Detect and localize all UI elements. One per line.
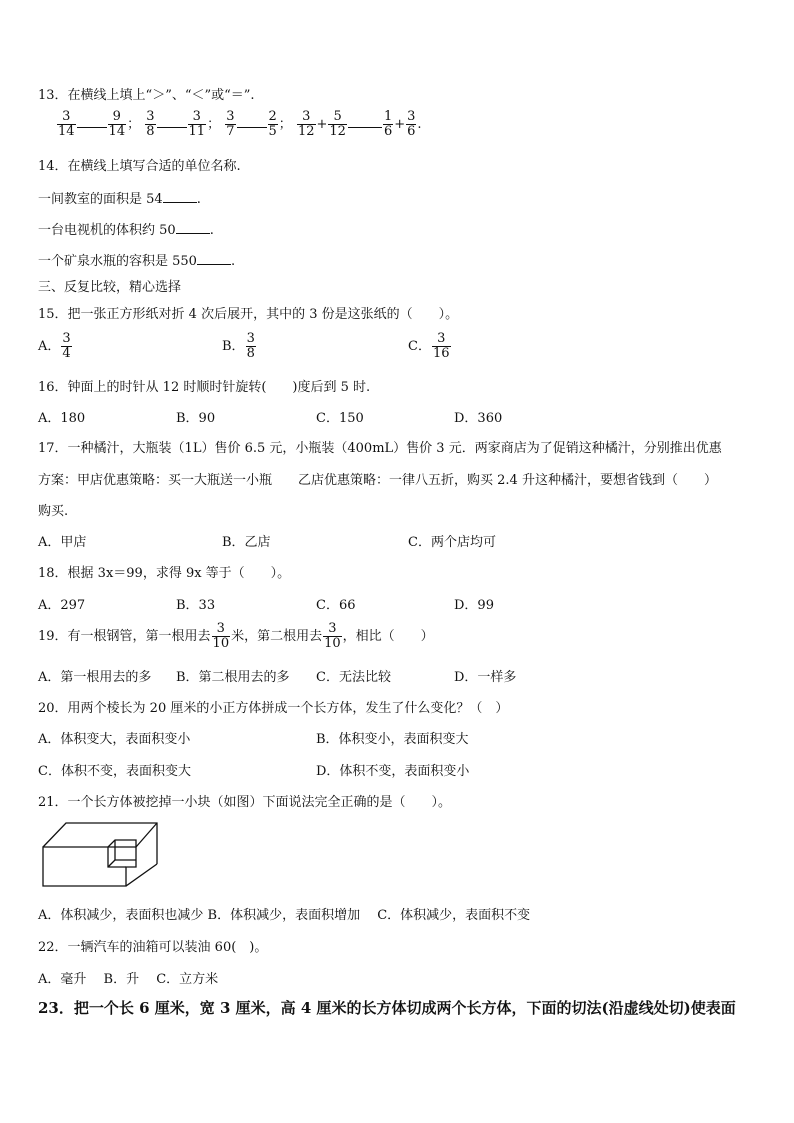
q20-option-a[interactable]: A．体积变大，表面积变小 bbox=[38, 732, 191, 747]
q20-option-d[interactable]: D．体积不变，表面积变小 bbox=[316, 764, 470, 779]
q18-option-b[interactable]: B．33 bbox=[176, 598, 216, 613]
q18-option-d[interactable]: D．99 bbox=[454, 598, 494, 613]
q20-option-b[interactable]: B．体积变小，表面积变大 bbox=[316, 732, 469, 747]
section-heading: 三、反复比较，精心选择 bbox=[38, 280, 182, 295]
cuboid-figure bbox=[40, 820, 160, 890]
answer-blank[interactable] bbox=[237, 127, 267, 128]
answer-blank[interactable] bbox=[176, 233, 210, 234]
q18-option-a[interactable]: A．297 bbox=[38, 598, 86, 613]
fraction: $\frac{3}{10}$ bbox=[212, 621, 230, 651]
q17-line-2: 方案：甲店优惠策略：买一大瓶送一小瓶 乙店优惠策略：一律八五折，购买 2.4 升这种橘汁，要想省钱到（ ） bbox=[38, 473, 717, 488]
q21-stem: 21．一个长方体被挖掉一小块（如图）下面说法完全正确的是（ ）。 bbox=[38, 795, 452, 810]
fraction: $\frac{3}{8}$ bbox=[146, 109, 155, 139]
answer-blank[interactable] bbox=[197, 264, 231, 265]
q19-option-c[interactable]: C．无法比较 bbox=[316, 670, 391, 685]
q14-stem: 14．在横线上填写合适的单位名称. bbox=[38, 159, 241, 174]
q13-fractions: $\frac{3}{14}$ $\frac{9}{14}$ ； $\frac{3}{8}$ $\frac{3}{11}$ ； $\frac{3}{7}$ $\frac{2}{5}$ ； $\frac{3}{12}$ + $\frac{5}{12}$ $\frac{1}{6}$ + $\frac{3}{6}$ . bbox=[58, 109, 422, 139]
q19-option-d[interactable]: D．一样多 bbox=[454, 670, 517, 685]
fraction: $\frac{9}{14}$ bbox=[108, 109, 126, 139]
fraction: $\frac{3}{14}$ bbox=[58, 109, 75, 139]
q17-option-a[interactable]: A．甲店 bbox=[38, 535, 87, 550]
fraction: $\frac{1}{6}$ bbox=[383, 109, 393, 139]
fraction: $\frac{3}{6}$ bbox=[407, 109, 416, 139]
fraction: $\frac{3}{11}$ bbox=[188, 109, 206, 139]
fraction: $\frac{3}{7}$ bbox=[226, 109, 235, 139]
q21-options[interactable]: A．体积减少，表面积也减少 B．体积减少，表面积增加 C．体积减少，表面积不变 bbox=[38, 908, 531, 923]
answer-blank[interactable] bbox=[348, 127, 382, 128]
q16-option-a[interactable]: A．180 bbox=[38, 411, 86, 426]
fraction: $\frac{5}{12}$ bbox=[329, 109, 346, 139]
fraction: $\frac{2}{5}$ bbox=[268, 109, 277, 139]
q17-option-b[interactable]: B．乙店 bbox=[222, 535, 271, 550]
q15-option-b[interactable]: B． $\frac{3}{8}$ bbox=[222, 331, 255, 361]
q22-options[interactable]: A．毫升 B．升 C．立方米 bbox=[38, 972, 219, 987]
answer-blank[interactable] bbox=[157, 127, 187, 128]
q19-option-b[interactable]: B．第二根用去的多 bbox=[176, 670, 290, 685]
q14-item-1: 一间教室的面积是 54 . bbox=[38, 192, 201, 207]
q16-option-b[interactable]: B．90 bbox=[176, 411, 216, 426]
q19-option-a[interactable]: A．第一根用去的多 bbox=[38, 670, 152, 685]
q16-option-c[interactable]: C．150 bbox=[316, 411, 364, 426]
q23-stem: 23．把一个长 6 厘米，宽 3 厘米，高 4 厘米的长方体切成两个长方体，下面的切法(沿虚线处切)使表面 bbox=[38, 999, 736, 1017]
fraction: $\frac{3}{10}$ bbox=[324, 621, 341, 651]
q16-stem: 16．钟面上的时针从 12 时顺时针旋转( )度后到 5 时. bbox=[38, 380, 371, 395]
q20-stem: 20．用两个棱长为 20 厘米的小正方体拼成一个长方体，发生了什么变化？（ ） bbox=[38, 701, 509, 716]
q20-option-c[interactable]: C．体积不变，表面积变大 bbox=[38, 764, 191, 779]
q14-item-3: 一个矿泉水瓶的容积是 550 . bbox=[38, 254, 236, 269]
q19-stem: 19．有一根钢管，第一根用去 $\frac{3}{10}$ 米，第二根用去 $\frac{3}{10}$ ，相比（ ） bbox=[38, 621, 434, 651]
q17-option-c[interactable]: C．两个店均可 bbox=[408, 535, 496, 550]
q17-line-3: 购买. bbox=[38, 504, 69, 519]
q15-stem: 15．把一张正方形纸对折 4 次后展开，其中的 3 份是这张纸的（ ）。 bbox=[38, 307, 459, 322]
answer-blank[interactable] bbox=[77, 127, 107, 128]
q15-option-a[interactable]: A． $\frac{3}{4}$ bbox=[38, 331, 71, 361]
q17-line-1: 17．一种橘汁，大瓶装（1L）售价 6.5 元，小瓶装（400mL）售价 3 元．两家商店为了促销这种橘汁，分别推出优惠 bbox=[38, 441, 722, 456]
q15-option-c[interactable]: C． $\frac{3}{16}$ bbox=[408, 331, 450, 361]
answer-blank[interactable] bbox=[163, 202, 197, 203]
q22-stem: 22．一辆汽车的油箱可以装油 60( )。 bbox=[38, 940, 268, 955]
q18-option-c[interactable]: C．66 bbox=[316, 598, 356, 613]
q18-stem: 18．根据 3x＝99，求得 9x 等于（ ）。 bbox=[38, 566, 291, 581]
fraction: $\frac{3}{12}$ bbox=[297, 109, 315, 139]
q14-item-2: 一台电视机的体积约 50 . bbox=[38, 223, 214, 238]
q13-stem: 13．在横线上填上“＞”、“＜”或“＝”. bbox=[38, 88, 255, 103]
q16-option-d[interactable]: D．360 bbox=[454, 411, 503, 426]
